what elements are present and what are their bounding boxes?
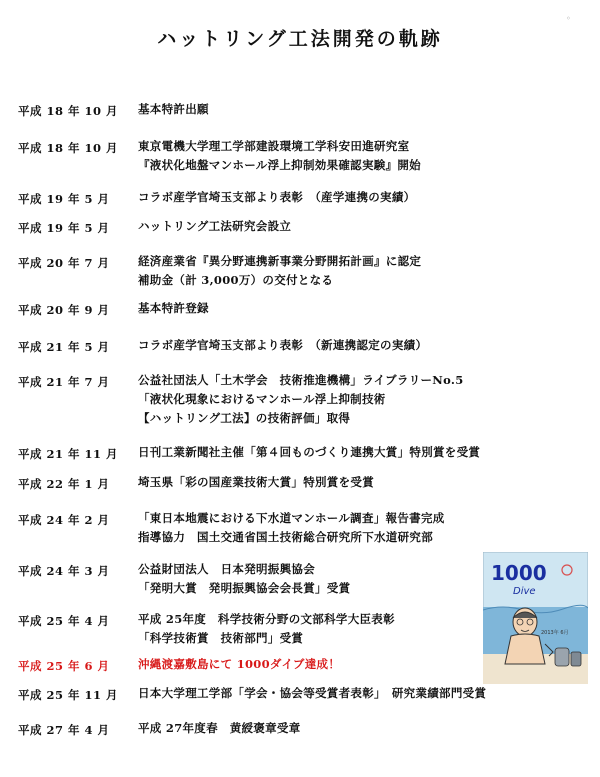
- entry-line: 日刊工業新聞社主催「第４回ものづくり連携大賞」特別賞を受賞: [138, 445, 481, 459]
- entry-date: 平成 25 年 6 月: [18, 659, 110, 673]
- entry-date: 平成 19 年 5 月: [18, 192, 110, 206]
- entry-date: 平成 24 年 2 月: [18, 513, 110, 527]
- entry-date: 平成 25 年 11 月: [18, 688, 119, 702]
- entry-line: 基本特許登録: [138, 301, 209, 315]
- entry-lines: [138, 299, 588, 318]
- entry-date: 平成 27 年 4 月: [18, 723, 110, 737]
- entry-line: 公益財団法人 日本発明振興協会: [138, 562, 315, 576]
- sketch-sub: Dive: [513, 586, 536, 597]
- entry-line: 「液状化現象におけるマンホール浮上抑制技術: [138, 392, 386, 406]
- entry-line: 経済産業省『異分野連携新事業分野開拓計画』に認定: [138, 254, 422, 268]
- entry-lines: [138, 473, 588, 492]
- entry-line: 【ハットリング工法】の技術評価」取得: [138, 411, 351, 425]
- entry-lines: [138, 188, 588, 207]
- sketch-headline: 1000: [491, 561, 547, 585]
- entry-lines: [138, 137, 588, 175]
- entry-lines: [138, 336, 588, 355]
- entry-date: 平成 21 年 5 月: [18, 340, 110, 354]
- entry-line: 「発明大賞 発明振興協会会長賞」受賞: [138, 581, 351, 595]
- entry-lines: [138, 371, 588, 428]
- entry-date: 平成 18 年 10 月: [18, 141, 119, 155]
- entry-line: 日本大学理工学部「学会・協会等受賞者表彰」 研究業績部門受賞: [138, 686, 487, 700]
- page-title: ハットリング工法開発の軌跡: [157, 28, 443, 50]
- corner-mark: ◦: [566, 14, 571, 23]
- entry-date: 平成 22 年 1 月: [18, 477, 110, 491]
- entry-line: コラボ産学官埼玉支部より表彰 （産学連携の実績）: [138, 190, 416, 204]
- entry-line: 『液状化地盤マンホール浮上抑制効果確認実験』開始: [138, 158, 421, 172]
- dive-sketch-svg: [483, 552, 588, 684]
- entry-lines: [138, 100, 588, 119]
- sketch-caption: 2013年 6月: [541, 630, 569, 636]
- entry-date: 平成 18 年 10 月: [18, 104, 119, 118]
- entry-line: 平成 25年度 科学技術分野の文部科学大臣表彰: [138, 612, 395, 626]
- entry-line: ハットリング工法研究会設立: [138, 219, 292, 233]
- entry-line: 指導協力 国土交通省国土技術総合研究所下水道研究部: [138, 530, 433, 544]
- entry-line: 東京電機大学理工学部建設環境工学科安田進研究室: [138, 139, 410, 153]
- entry-lines: [138, 684, 588, 703]
- entry-line: 「科学技術賞 技術部門」受賞: [138, 631, 304, 645]
- entry-line: 埼玉県「彩の国産業技術大賞」特別賞を受賞: [138, 475, 374, 489]
- entry-lines: [138, 509, 588, 547]
- entry-date: 平成 20 年 7 月: [18, 256, 110, 270]
- entry-line: 「東日本地震における下水道マンホール調査」報告書完成: [138, 511, 445, 525]
- entry-date: 平成 25 年 4 月: [18, 614, 110, 628]
- entry-date: 平成 24 年 3 月: [18, 564, 110, 578]
- entry-line: 基本特許出願: [138, 102, 209, 116]
- entry-line: 公益社団法人「土木学会 技術推進機構」ライブラリーNo.5: [138, 373, 464, 387]
- entry-lines: [138, 719, 588, 738]
- entry-date: 平成 20 年 9 月: [18, 303, 110, 317]
- dive-sketch-illustration: [483, 552, 588, 684]
- entry-date: 平成 21 年 7 月: [18, 375, 110, 389]
- entry-date: 平成 19 年 5 月: [18, 221, 110, 235]
- entry-date: 平成 21 年 11 月: [18, 447, 119, 461]
- entry-line: 沖縄渡嘉敷島にて 1000ダイブ達成！: [138, 657, 341, 671]
- entry-lines: [138, 252, 588, 290]
- entry-line: 平成 27年度春 黄綬褒章受章: [138, 721, 301, 735]
- entry-lines: [138, 217, 588, 236]
- entry-line: 補助金（計 3,000万）の交付となる: [138, 273, 334, 287]
- entry-line: コラボ産学官埼玉支部より表彰 （新連携認定の実績）: [138, 338, 428, 352]
- entry-lines: [138, 443, 588, 462]
